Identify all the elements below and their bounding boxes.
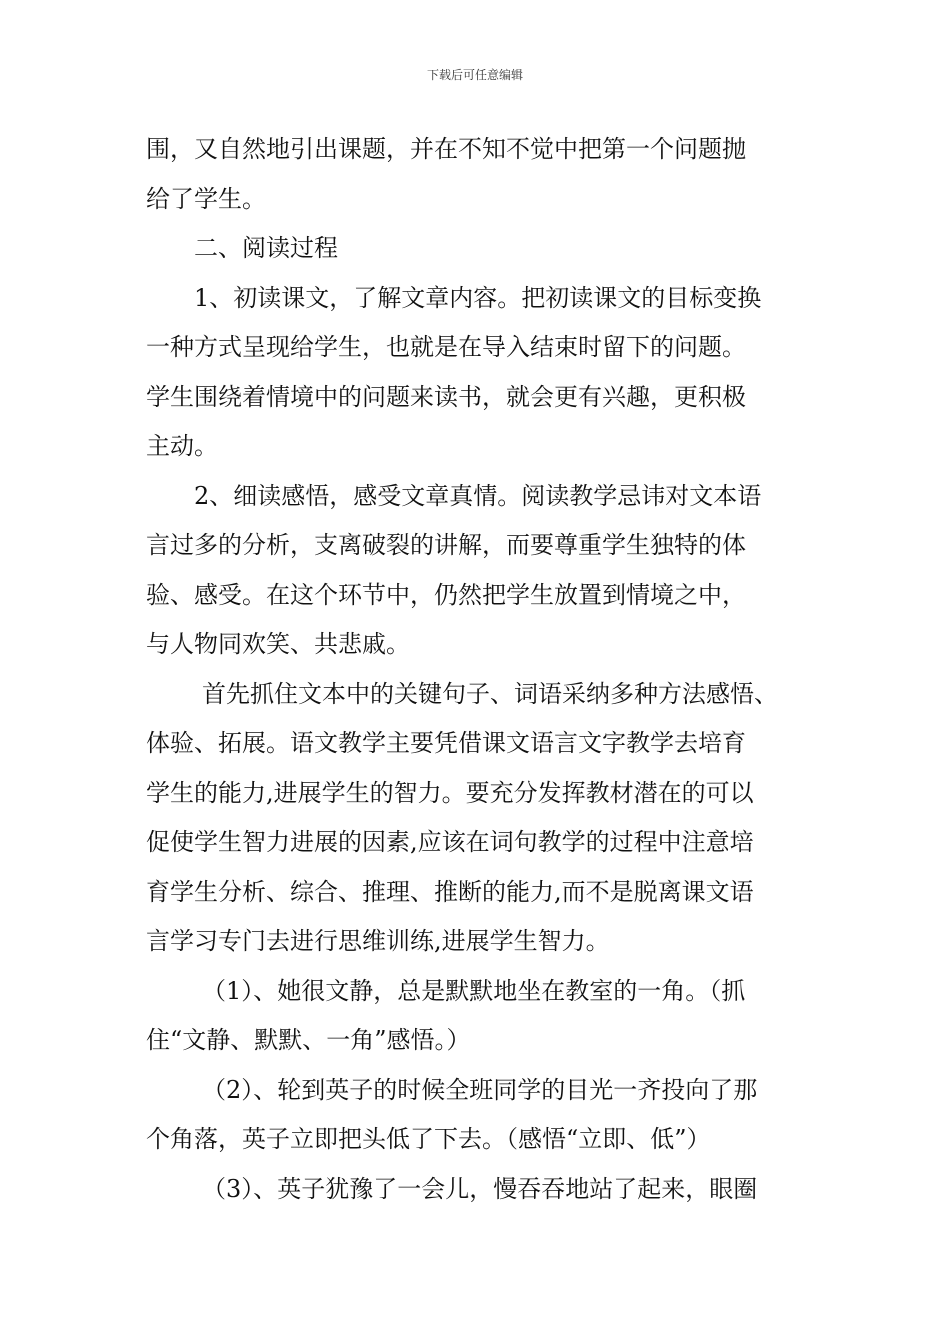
text-line: 个角落，英子立即把头低了下去。（感悟“立即、低”） (146, 1125, 711, 1153)
example-item-2 (146, 1066, 836, 1165)
text-line: 住“文静、默默、一角”感悟。） (146, 1026, 471, 1054)
text-line: （2）、轮到英子的时候全班同学的目光一齐投向了那 (202, 1075, 758, 1104)
text-line: 1、初读课文，了解文章内容。把初读课文的目标变换 (194, 283, 762, 312)
text-line: 言学习专门去进行思维训练,进展学生智力。 (146, 927, 610, 955)
text-line: 验、感受。在这个环节中，仍然把学生放置到情境之中， (146, 580, 746, 609)
text-line: 给了学生。 (146, 184, 266, 213)
text-line: （1）、她很文静，总是默默地坐在教室的一角。（抓 (202, 976, 746, 1005)
text-line: 围，又自然地引出课题，并在不知不觉中把第一个问题抛 (146, 135, 746, 163)
paragraph-key-sentences (146, 670, 836, 967)
text-line: 二、阅读过程 (194, 234, 338, 262)
paragraph-close-reading (146, 472, 836, 670)
text-line: 与人物同欢笑、共悲戚。 (146, 630, 410, 658)
text-line: 学生的能力,进展学生的智力。要充分发挥教材潜在的可以 (146, 778, 754, 807)
paragraph-continuation (146, 125, 836, 224)
text-line: 主动。 (146, 432, 218, 460)
text-line: 学生围绕着情境中的问题来读书，就会更有兴趣，更积极 (146, 382, 746, 411)
example-item-1 (146, 967, 836, 1066)
text-line: 首先抓住文本中的关键句子、词语采纳多种方法感悟、 (202, 679, 778, 708)
text-line: 言过多的分析，支离破裂的讲解，而要尊重学生独特的体 (146, 531, 746, 559)
text-line: （3）、英子犹豫了一会儿，慢吞吞地站了起来，眼圈 (202, 1174, 758, 1203)
text-line: 体验、拓展。语文教学主要凭借课文语言文字教学去培育 (146, 729, 746, 757)
section-heading (146, 224, 836, 274)
text-line: 促使学生智力进展的因素,应该在词句教学的过程中注意培 (146, 828, 754, 856)
text-line: 一种方式呈现给学生，也就是在导入结束时留下的问题。 (146, 333, 746, 361)
text-line: 育学生分析、综合、推理、推断的能力,而不是脱离课文语 (146, 877, 754, 906)
text-line: 2、细读感悟，感受文章真情。阅读教学忌讳对文本语 (194, 481, 762, 510)
document-body (146, 125, 836, 1214)
page-header: 下载后可任意编辑 (426, 68, 523, 82)
example-item-3 (146, 1165, 836, 1215)
paragraph-initial-reading (146, 274, 836, 472)
